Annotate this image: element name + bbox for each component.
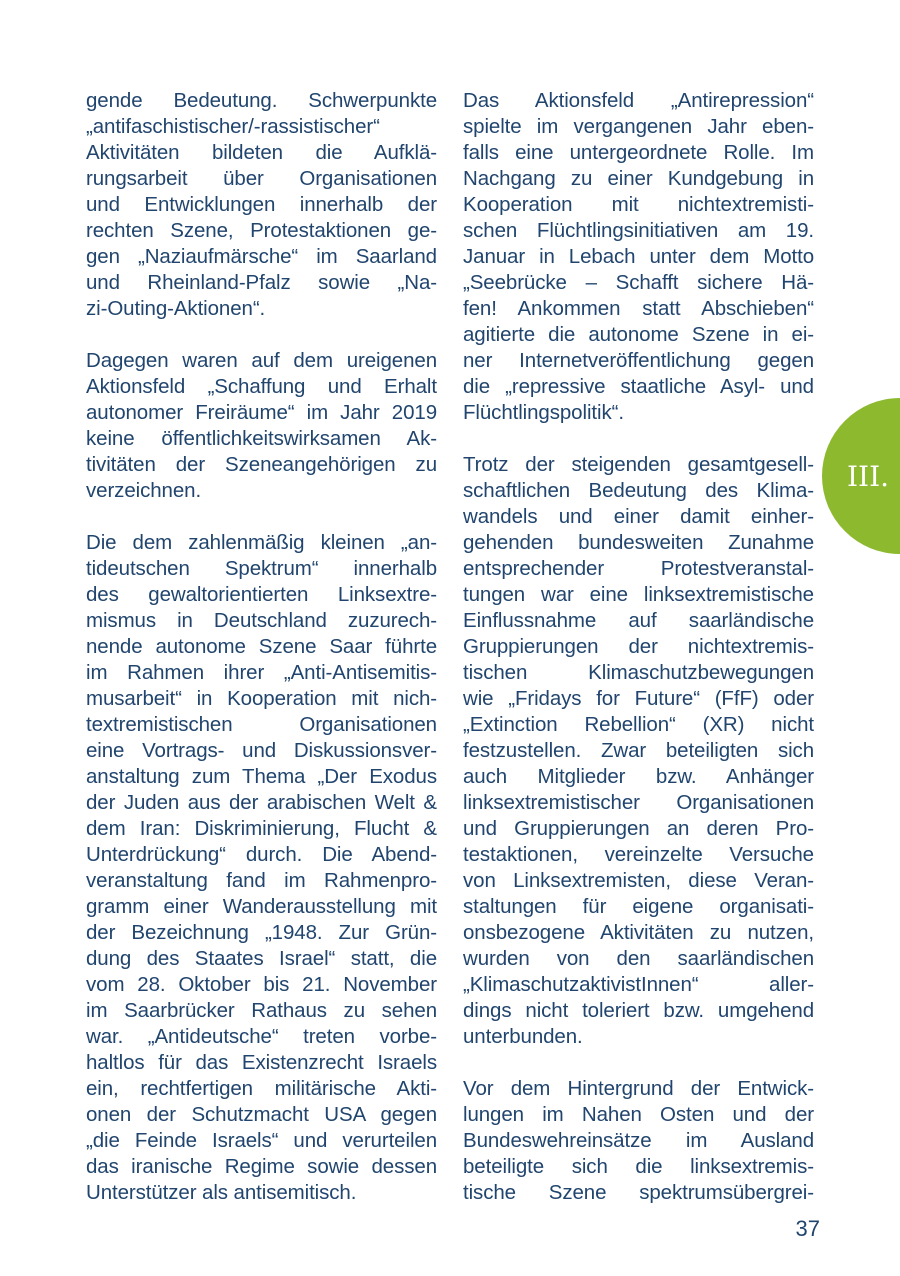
text-line: wie „Fridays for Future“ (FfF) oder [463, 687, 814, 710]
text-line: entsprechender Protestveranstal- [463, 557, 814, 580]
text-line: Unterdrückung“ durch. Die Abend- [86, 843, 437, 866]
text-line: Kooperation mit nichtextremisti- [463, 193, 814, 216]
text-line: Einflussnahme auf saarländische [463, 609, 814, 632]
text-line: agitierte die autonome Szene in ei- [463, 323, 814, 346]
text-line: „Extinction Rebellion“ (XR) nicht [463, 713, 814, 736]
text-line: Januar in Lebach unter dem Motto [463, 245, 814, 268]
text-line: zi-Outing-Aktionen“. [86, 297, 266, 320]
text-line: „Seebrücke – Schafft sichere Hä- [463, 271, 814, 294]
text-line: wurden von den saarländischen [463, 947, 814, 970]
text-line: gen „Naziaufmärsche“ im Saarland [86, 245, 437, 268]
text-line: Das Aktionsfeld „Antirepression“ [463, 89, 814, 112]
right-column [463, 88, 814, 1232]
paragraph [86, 348, 437, 504]
left-column [86, 88, 437, 1232]
text-line: „die Feinde Israels“ und verurteilen [86, 1129, 437, 1152]
text-line: linksextremistischer Organisationen [463, 791, 814, 814]
text-line: Trotz der steigenden gesamtgesell- [463, 453, 814, 476]
text-line: unterbunden. [463, 1025, 583, 1048]
text-line: wandels und einer damit einher- [463, 505, 814, 528]
text-line: falls eine untergeordnete Rolle. Im [463, 141, 814, 164]
text-line: schen Flüchtlingsinitiativen am 19. [463, 219, 814, 242]
text-line: fen! Ankommen statt Abschieben“ [463, 297, 814, 320]
section-tab-label: III. [846, 459, 890, 493]
text-line: Bundeswehreinsätze im Ausland [463, 1129, 814, 1152]
text-line: der Juden aus der arabischen Welt & [86, 791, 437, 814]
text-line: mismus in Deutschland zuzurech- [86, 609, 437, 632]
text-line: staltungen für eigene organisati- [463, 895, 814, 918]
paragraph [463, 1076, 814, 1206]
page-number: 37 [795, 1216, 820, 1241]
text-line: gramm einer Wanderausstellung mit [86, 895, 437, 918]
text-line: Dagegen waren auf dem ureigenen [86, 349, 437, 372]
text-line: veranstaltung fand im Rahmenpro- [86, 869, 437, 892]
text-line: dings nicht toleriert bzw. umgehend [463, 999, 814, 1022]
text-line: vom 28. Oktober bis 21. November [86, 973, 437, 996]
text-line: des gewaltorientierten Linksextre- [86, 583, 437, 606]
text-line: das iranische Regime sowie dessen [86, 1155, 437, 1178]
text-line: rungsarbeit über Organisationen [86, 167, 437, 190]
text-line: lungen im Nahen Osten und der [463, 1103, 814, 1126]
text-line: autonomer Freiräume“ im Jahr 2019 [86, 401, 437, 424]
text-line: Nachgang zu einer Kundgebung in [463, 167, 814, 190]
text-line: tideutschen Spektrum“ innerhalb [86, 557, 437, 580]
text-line: spielte im vergangenen Jahr eben- [463, 115, 814, 138]
text-line: nende autonome Szene Saar führte [86, 635, 437, 658]
text-line: festzustellen. Zwar beteiligten sich [463, 739, 814, 762]
paragraph [86, 88, 437, 322]
text-line: textremistischen Organisationen [86, 713, 437, 736]
text-line: „antifaschistischer/-rassistischer“ [86, 115, 380, 138]
text-line: ner Internetveröffentlichung gegen [463, 349, 814, 372]
text-line: und Entwicklungen innerhalb der [86, 193, 437, 216]
text-line: tivitäten der Szeneangehörigen zu [86, 453, 437, 476]
text-line: tischen Klimaschutzbewegungen [463, 661, 814, 684]
text-line: keine öffentlichkeitswirksamen Ak- [86, 427, 437, 450]
text-line: und Gruppierungen an deren Pro- [463, 817, 814, 840]
text-line: schaftlichen Bedeutung des Klima- [463, 479, 814, 502]
text-line: verzeichnen. [86, 479, 202, 502]
text-line: Die dem zahlenmäßig kleinen „an- [86, 531, 437, 554]
text-line: war. „Antideutsche“ treten vorbe- [86, 1025, 437, 1048]
text-line: und Rheinland-Pfalz sowie „Na- [86, 271, 437, 294]
text-line: haltlos für das Existenzrecht Israels [86, 1051, 437, 1074]
text-line: im Saarbrücker Rathaus zu sehen [86, 999, 437, 1022]
text-line: dem Iran: Diskriminierung, Flucht & [86, 817, 437, 840]
paragraph [463, 88, 814, 426]
text-line: Vor dem Hintergrund der Entwick- [463, 1077, 814, 1100]
text-line: gehenden bundesweiten Zunahme [463, 531, 814, 554]
text-line: Unterstützer als antisemitisch. [86, 1181, 357, 1204]
paragraph [463, 452, 814, 1050]
text-line: gende Bedeutung. Schwerpunkte [86, 89, 437, 112]
text-line: eine Vortrags- und Diskussionsver- [86, 739, 437, 762]
section-tab [822, 398, 900, 554]
text-line: „KlimaschutzaktivistInnen“ aller- [463, 973, 814, 996]
text-line: die „repressive staatliche Asyl- und [463, 375, 814, 398]
text-line: auch Mitglieder bzw. Anhänger [463, 765, 814, 788]
text-line: ein, rechtfertigen militärische Akti- [86, 1077, 437, 1100]
text-line: dung des Staates Israel“ statt, die [86, 947, 437, 970]
text-line: rechten Szene, Protestaktionen ge- [86, 219, 437, 242]
text-line: onen der Schutzmacht USA gegen [86, 1103, 437, 1126]
text-line: anstaltung zum Thema „Der Exodus [86, 765, 437, 788]
text-line: tungen war eine linksextremistische [463, 583, 814, 606]
text-line: der Bezeichnung „1948. Zur Grün- [86, 921, 437, 944]
text-line: Aktivitäten bildeten die Aufklä- [86, 141, 437, 164]
text-line: Gruppierungen der nichtextremis- [463, 635, 814, 658]
paragraph [86, 530, 437, 1206]
text-line: im Rahmen ihrer „Anti-Antisemitis- [86, 661, 437, 684]
text-columns [86, 88, 814, 1232]
text-line: musarbeit“ in Kooperation mit nich- [86, 687, 437, 710]
text-line: beteiligte sich die linksextremis- [463, 1155, 814, 1178]
text-line: tische Szene spektrumsübergrei- [463, 1181, 814, 1204]
text-line: onsbezogene Aktivitäten zu nutzen, [463, 921, 814, 944]
text-line: Flüchtlingspolitik“. [463, 401, 624, 424]
text-line: testaktionen, vereinzelte Versuche [463, 843, 814, 866]
text-line: von Linksextremisten, diese Veran- [463, 869, 814, 892]
text-line: Aktionsfeld „Schaffung und Erhalt [86, 375, 437, 398]
